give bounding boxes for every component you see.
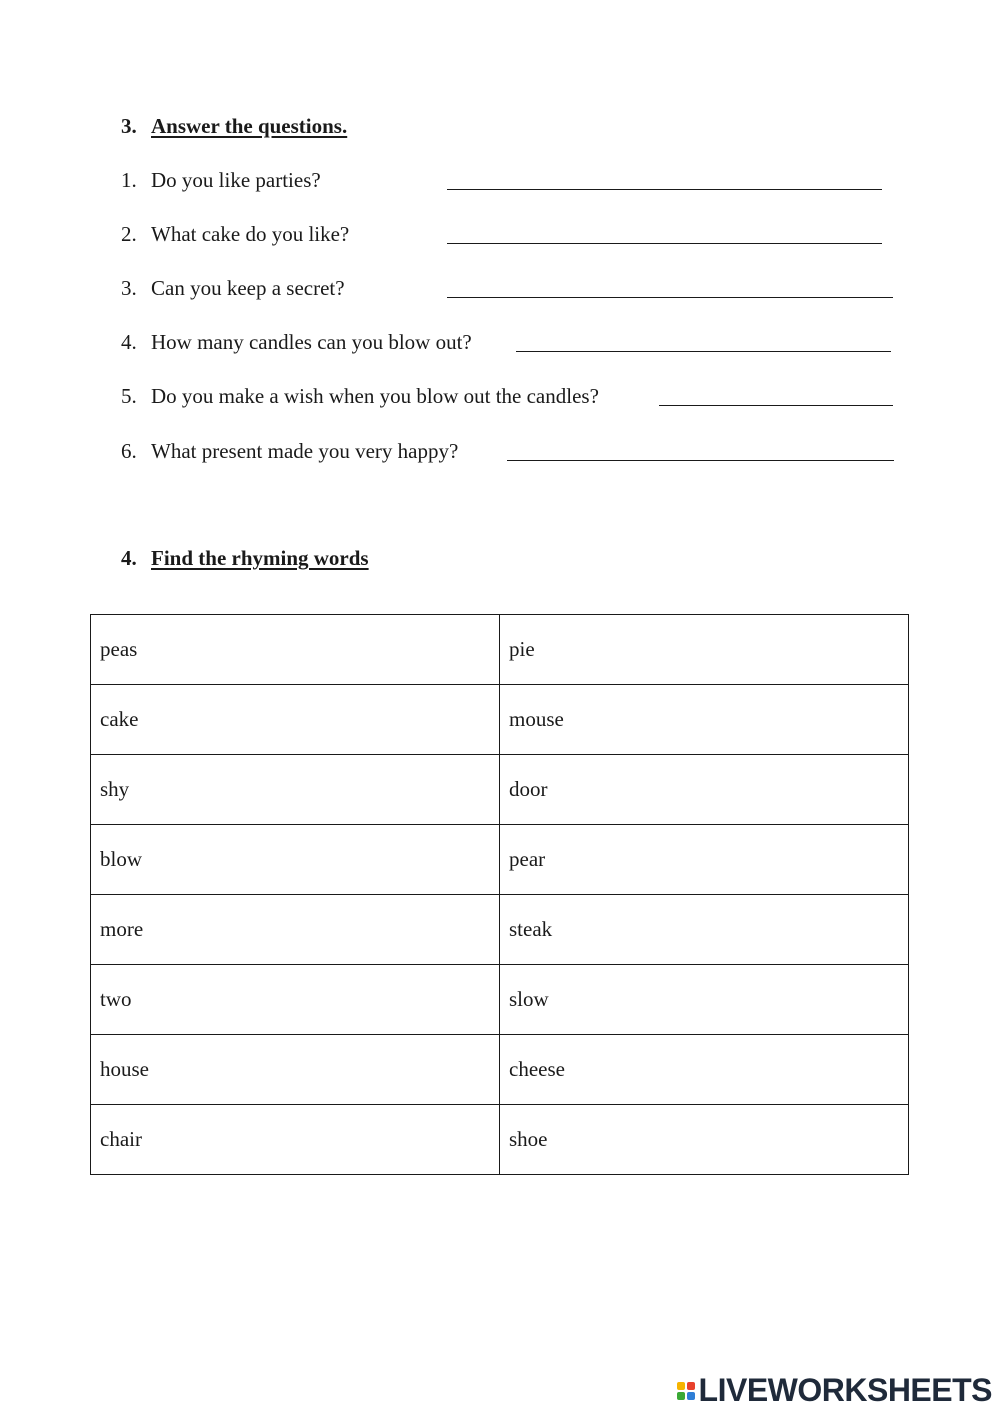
- right-word-cell: pie: [500, 615, 909, 685]
- left-word-cell: cake: [91, 685, 500, 755]
- table-row: [91, 965, 909, 1035]
- question-row: [121, 276, 901, 306]
- answer-line[interactable]: [447, 243, 882, 244]
- table-row: [91, 825, 909, 895]
- question-row: [121, 168, 901, 198]
- logo-square: [687, 1382, 695, 1390]
- question-row: [121, 439, 901, 469]
- question-text: Do you make a wish when you blow out the candles?: [151, 384, 599, 408]
- left-word-cell: house: [91, 1035, 500, 1105]
- logo-square: [677, 1392, 685, 1400]
- right-word-cell: mouse: [500, 685, 909, 755]
- logo-text: LIVEWORKSHEETS: [698, 1372, 992, 1408]
- section-4-number: 4.: [121, 546, 137, 570]
- question-number: 5.: [121, 384, 137, 408]
- left-word-cell: blow: [91, 825, 500, 895]
- table-row: [91, 895, 909, 965]
- question-text: Do you like parties?: [151, 168, 321, 192]
- question-row: [121, 222, 901, 252]
- left-word-cell: two: [91, 965, 500, 1035]
- section-3-heading: [121, 114, 347, 139]
- logo-mark-icon: [677, 1382, 695, 1400]
- question-number: 1.: [121, 168, 137, 192]
- answer-line[interactable]: [447, 189, 882, 190]
- left-word-cell: chair: [91, 1105, 500, 1175]
- left-word-cell: peas: [91, 615, 500, 685]
- question-text: What cake do you like?: [151, 222, 350, 246]
- question-number: 2.: [121, 222, 137, 246]
- liveworksheets-logo: [677, 1372, 992, 1409]
- logo-square: [687, 1392, 695, 1400]
- right-word-cell: slow: [500, 965, 909, 1035]
- table-row: [91, 1105, 909, 1175]
- section-3-number: 3.: [121, 114, 137, 138]
- question-text: What present made you very happy?: [151, 439, 459, 463]
- left-word-cell: shy: [91, 755, 500, 825]
- question-row: [121, 330, 901, 360]
- answer-line[interactable]: [507, 460, 894, 461]
- table-row: [91, 615, 909, 685]
- right-word-cell: cheese: [500, 1035, 909, 1105]
- table-row: [91, 685, 909, 755]
- left-word-cell: more: [91, 895, 500, 965]
- question-number: 6.: [121, 439, 137, 463]
- answer-line[interactable]: [516, 351, 891, 352]
- answer-line[interactable]: [447, 297, 893, 298]
- question-text: How many candles can you blow out?: [151, 330, 472, 354]
- question-text: Can you keep a secret?: [151, 276, 345, 300]
- table-row: [91, 755, 909, 825]
- right-word-cell: steak: [500, 895, 909, 965]
- question-number: 3.: [121, 276, 137, 300]
- question-number: 4.: [121, 330, 137, 354]
- rhyming-words-table: [90, 614, 909, 1175]
- logo-square: [677, 1382, 685, 1390]
- right-word-cell: pear: [500, 825, 909, 895]
- section-4-title: Find the rhyming words: [151, 546, 369, 570]
- section-3-title: Answer the questions.: [151, 114, 348, 138]
- table-row: [91, 1035, 909, 1105]
- right-word-cell: shoe: [500, 1105, 909, 1175]
- question-row: [121, 384, 901, 414]
- right-word-cell: door: [500, 755, 909, 825]
- section-4-heading: [121, 546, 369, 571]
- answer-line[interactable]: [659, 405, 893, 406]
